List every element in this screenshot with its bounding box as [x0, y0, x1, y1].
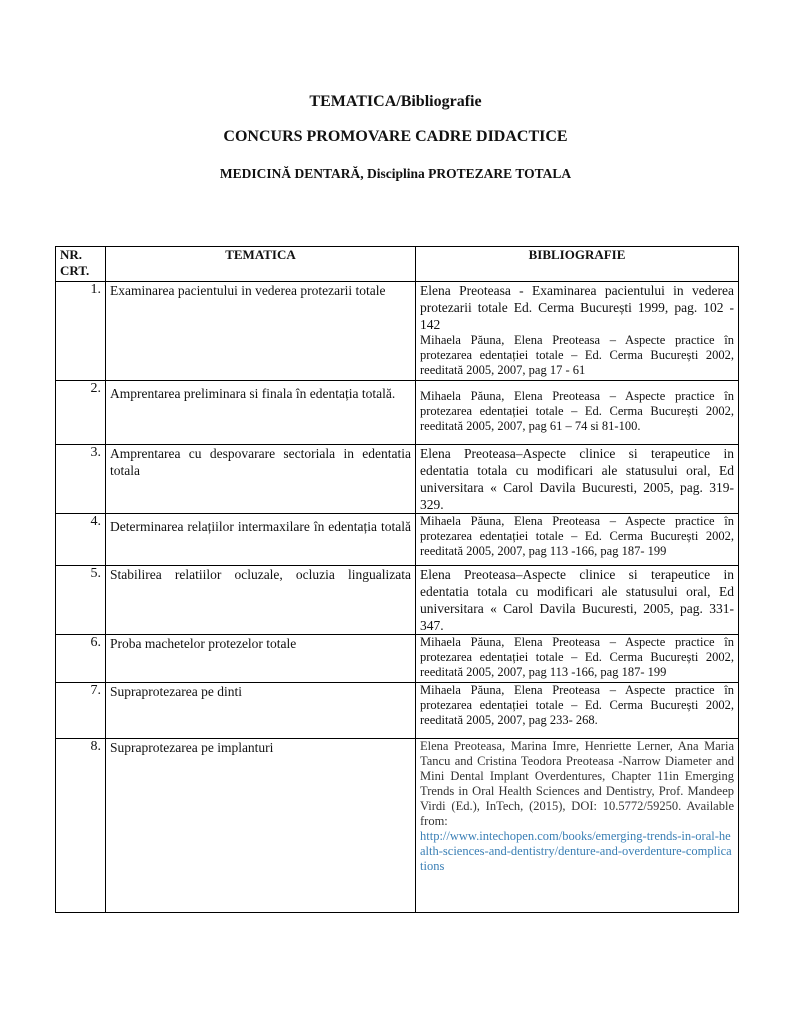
row-bibliografie: [416, 566, 739, 635]
row-bibliografie: [416, 635, 739, 683]
header-tematica: TEMATICA: [106, 247, 416, 282]
row-tematica: Amprentarea preliminara si finala în edentația totală.: [106, 381, 416, 445]
row-number: 7.: [56, 683, 106, 739]
syllabus-table: [55, 246, 739, 913]
table-row: [56, 445, 739, 514]
row-number: 1.: [56, 282, 106, 381]
bibliography-entry: Elena Preoteasa - Examinarea pacientului in vederea protezarii totale Ed. Cerma București 1999, pag. 102 - 142: [420, 283, 734, 332]
row-tematica: Examinarea pacientului in vederea protezarii totale: [106, 282, 416, 381]
bibliography-link[interactable]: http://www.intechopen.com/books/emerging-trends-in-oral-health-sciences-and-dentistry/denture-and-overdenture-complications: [420, 829, 732, 873]
header-crt-label: CRT.: [60, 263, 90, 278]
bibliography-entry: Mihaela Păuna, Elena Preoteasa – Aspecte practice în protezarea edentației totale – Ed. Cerma București 2002, reeditată 2005, 2007, pag 233- 268.: [420, 683, 734, 727]
bibliography-entry: Elena Preoteasa–Aspecte clinice si terapeutice in edentatia totala cu modificari ale statusului oral, Ed universitara « Carol Davila Bucuresti, 2005, pag. 331- 347.: [420, 567, 734, 633]
document-title: TEMATICA/Bibliografie: [309, 93, 482, 110]
document-subtitle: CONCURS PROMOVARE CADRE DIDACTICE: [223, 128, 568, 145]
table-header-row: [56, 247, 739, 282]
table-row: [56, 566, 739, 635]
row-number: 4.: [56, 514, 106, 566]
row-tematica: Supraprotezarea pe implanturi: [106, 739, 416, 913]
row-number: 5.: [56, 566, 106, 635]
bibliography-entry: Elena Preoteasa, Marina Imre, Henriette Lerner, Ana Maria Tancu and Cristina Teodora Preoteasa -Narrow Diameter and Mini Dental Implant Overdentures, Chapter 11in Emerging Trends in Oral Health Sciences and Dentistry, Prof. Mandeep Virdi (Ed.), InTech, (2015), DOI: 10.5772/59250. Available from:: [420, 739, 734, 828]
row-number: 2.: [56, 381, 106, 445]
row-number: 6.: [56, 635, 106, 683]
row-bibliografie: [416, 445, 739, 514]
row-number: 3.: [56, 445, 106, 514]
discipline-heading: MEDICINĂ DENTARĂ, Disciplina PROTEZARE TOTALA: [219, 166, 572, 181]
header-nr-crt: [56, 247, 106, 282]
row-bibliografie: [416, 381, 739, 445]
table-row: [56, 683, 739, 739]
header-bibliografie: BIBLIOGRAFIE: [416, 247, 739, 282]
row-bibliografie: [416, 282, 739, 381]
row-bibliografie: [416, 514, 739, 566]
bibliography-entry: Mihaela Păuna, Elena Preoteasa – Aspecte practice în protezarea edentației totale – Ed. Cerma București 2002, reeditată 2005, 2007, pag 113 -166, pag 187- 199: [420, 514, 734, 558]
table-row: [56, 739, 739, 913]
bibliography-entry: Elena Preoteasa–Aspecte clinice si terapeutice in edentatia totala cu modificari ale statusului oral, Ed universitara « Carol Davila Bucuresti, 2005, pag. 319- 329.: [420, 446, 734, 512]
bibliography-entry: Mihaela Păuna, Elena Preoteasa – Aspecte practice în protezarea edentației totale – Ed. Cerma București 2002, reeditată 2005, 2007, pag 17 - 61: [420, 333, 734, 377]
row-tematica: Determinarea relațiilor intermaxilare în edentația totală: [106, 514, 416, 566]
row-tematica: Amprentarea cu despovarare sectoriala in edentatia totala: [106, 445, 416, 514]
row-number: 8.: [56, 739, 106, 913]
table-row: [56, 282, 739, 381]
row-tematica: Supraprotezarea pe dinti: [106, 683, 416, 739]
row-bibliografie: [416, 683, 739, 739]
table-row: [56, 635, 739, 683]
header-nr-label: NR.: [60, 247, 83, 262]
table-row: [56, 381, 739, 445]
bibliography-entry: Mihaela Păuna, Elena Preoteasa – Aspecte practice în protezarea edentației totale – Ed. Cerma București 2002, reeditată 2005, 2007, pag 61 – 74 si 81-100.: [420, 389, 734, 433]
bibliography-entry: Mihaela Păuna, Elena Preoteasa – Aspecte practice în protezarea edentației totale – Ed. Cerma București 2002, reeditată 2005, 2007, pag 113 -166, pag 187- 199: [420, 635, 734, 679]
row-tematica: Stabilirea relatiilor ocluzale, ocluzia lingualizata: [106, 566, 416, 635]
table-row: [56, 514, 739, 566]
row-tematica: Proba machetelor protezelor totale: [106, 635, 416, 683]
row-bibliografie: [416, 739, 739, 913]
